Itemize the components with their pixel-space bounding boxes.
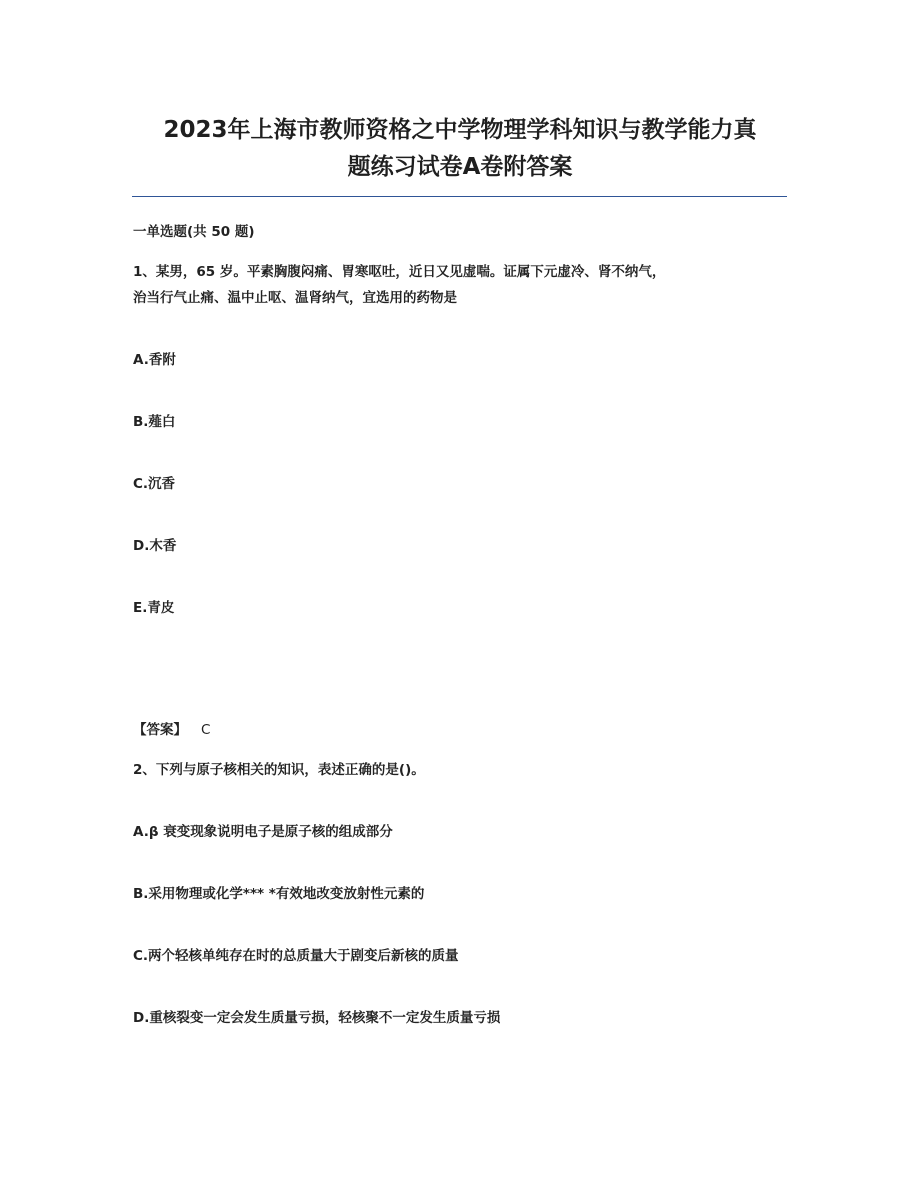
question-2-option-a: A.β 衰变现象说明电子是原子核的组成部分 [133,824,393,840]
question-2-option-b: B.采用物理或化学*** *有效地改变放射性元素的 [133,886,425,902]
question-1-text-line-1: 1、某男，65 岁。平素胸腹闷痛、胃寒呕吐，近日又见虚喘。证属下元虚冷、肾不纳气， [133,264,666,280]
question-1-option-a: A.香附 [133,352,176,368]
section-heading: 一单选题(共 50 题) [133,224,255,240]
question-1-answer [133,720,210,740]
question-1-option-e: E.青皮 [133,600,175,616]
document-title-line-1: 2023年上海市教师资格之中学物理学科知识与教学能力真 [163,117,757,143]
question-2-option-d: D.重核裂变一定会发生质量亏损，轻核聚不一定发生质量亏损 [133,1010,501,1026]
answer-label: 【答案】 [133,722,187,738]
question-1-text-line-2: 治当行气止痛、温中止呕、温肾纳气，宜选用的药物是 [133,290,457,306]
document-title [110,112,810,186]
answer-value: C [201,722,211,738]
question-2-option-c: C.两个轻核单纯存在时的总质量大于剧变后新核的质量 [133,948,459,964]
question-2-text: 2、下列与原子核相关的知识，表述正确的是()。 [133,762,425,778]
question-1-option-d: D.木香 [133,538,177,554]
question-1-option-b: B.薤白 [133,414,176,430]
document-title-line-2: 题练习试卷A卷附答案 [347,154,573,180]
question-1-option-c: C.沉香 [133,476,176,492]
title-divider [132,196,787,197]
